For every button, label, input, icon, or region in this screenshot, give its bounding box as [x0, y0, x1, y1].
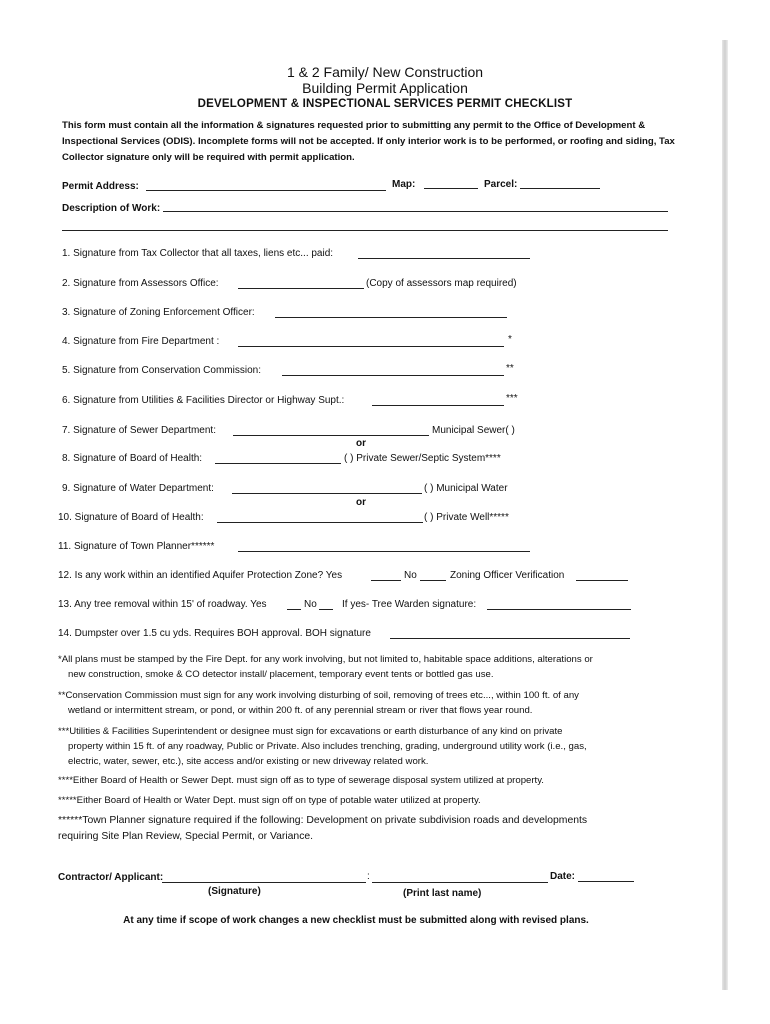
or-divider-2: or [356, 497, 366, 508]
item-12-verification-label: Zoning Officer Verification [450, 570, 565, 581]
item-9-option[interactable]: ( ) Municipal Water [424, 483, 508, 494]
item-5-label: 5. Signature from Conservation Commission: [62, 365, 261, 376]
print-name-caption: (Print last name) [403, 888, 482, 899]
date-field[interactable] [578, 881, 634, 882]
note-fire-line1: *All plans must be stamped by the Fire Dept. for any work involving, but not limited to, habitable space additions, alterations or [58, 654, 593, 665]
item-11-label: 11. Signature of Town Planner****** [58, 541, 215, 552]
note-utilities [58, 724, 688, 769]
date-label: Date: [550, 871, 576, 882]
item-4-label: 4. Signature from Fire Department : [62, 336, 220, 347]
item-1-label: 1. Signature from Tax Collector that all taxes, liens etc... paid: [62, 248, 334, 259]
note-conservation-line2: wetland or intermittent stream, or pond, or within 200 ft. of any perennial stream or river that flows year round. [68, 705, 533, 716]
parcel-field[interactable] [520, 188, 600, 189]
contractor-label: Contractor/ Applicant: [58, 872, 164, 883]
item-14-label: 14. Dumpster over 1.5 cu yds. Requires BOH approval. BOH signature [58, 628, 371, 639]
note-planner-line2: requiring Site Plan Review, Special Permit, or Variance. [58, 831, 314, 842]
item-4-signature-line[interactable] [238, 346, 504, 347]
item-12-no-label: No [404, 570, 417, 581]
item-13-warden-label: If yes- Tree Warden signature: [342, 599, 477, 610]
note-planner-line1: ******Town Planner signature required if the following: Development on private subdivision roads and developments [58, 815, 588, 826]
note-utilities-line2: property within 15 ft. of any roadway, Public or Private. Also includes trenching, grading, underground utility work (i.e., gas, [68, 741, 587, 752]
note-utilities-line1: ***Utilities & Facilities Superintendent or designee must sign for excavations or earth disturbance of any kind on private [58, 726, 563, 737]
item-7-signature-line[interactable] [233, 435, 429, 436]
item-12-no-field[interactable] [420, 580, 446, 581]
item-10-signature-line[interactable] [217, 522, 423, 523]
item-10-option[interactable]: ( ) Private Well***** [424, 512, 509, 523]
contractor-colon: : [367, 871, 370, 882]
map-field[interactable] [424, 188, 478, 189]
item-3-signature-line[interactable] [275, 317, 507, 318]
item-8-option[interactable]: ( ) Private Sewer/Septic System**** [344, 453, 501, 464]
note-conservation-line1: **Conservation Commission must sign for any work involving disturbing of soil, removing of trees etc..., within 100 ft. of any [58, 690, 579, 701]
permit-address-field[interactable] [146, 190, 386, 191]
item-2-label: 2. Signature from Assessors Office: [62, 278, 219, 289]
item-13-no-field[interactable] [319, 609, 333, 610]
item-12-yes-field[interactable] [371, 580, 401, 581]
note-sewerage: ****Either Board of Health or Sewer Dept. must sign off as to type of sewerage disposal system utilized at property. [58, 775, 544, 786]
item-2-note: (Copy of assessors map required) [366, 278, 517, 289]
item-5-marker: ** [506, 363, 514, 374]
footer-notice: At any time if scope of work changes a new checklist must be submitted along with revised plans. [123, 915, 589, 926]
note-fire-line2: new construction, smoke & CO detector install/ placement, temporary event tents or bottled gas use. [68, 669, 494, 680]
item-11-signature-line[interactable] [238, 551, 530, 552]
item-13-no-label: No [304, 599, 317, 610]
contractor-signature-line[interactable] [162, 882, 366, 883]
note-potable-water: *****Either Board of Health or Water Dept. must sign off on type of potable water utilized at property. [58, 795, 481, 806]
form-title-line1: 1 & 2 Family/ New Construction [286, 64, 484, 80]
item-6-label: 6. Signature from Utilities & Facilities Director or Highway Supt.: [62, 395, 345, 406]
permit-address-label: Permit Address: [62, 181, 139, 192]
contractor-print-name-line[interactable] [372, 882, 548, 883]
item-14-signature-line[interactable] [390, 638, 630, 639]
note-conservation [58, 688, 688, 718]
map-label: Map: [392, 179, 416, 190]
description-label: Description of Work: [62, 203, 161, 214]
signature-caption: (Signature) [208, 886, 261, 897]
item-12-verification-line[interactable] [576, 580, 628, 581]
description-field[interactable] [163, 211, 668, 212]
item-6-signature-line[interactable] [372, 405, 504, 406]
item-13-yes-field[interactable] [287, 609, 301, 610]
item-8-label: 8. Signature of Board of Health: [62, 453, 203, 464]
item-10-label: 10. Signature of Board of Health: [58, 512, 204, 523]
intro-paragraph: This form must contain all the information & signatures requested prior to submitting any permit to the Office of Development & Inspectional Services (ODIS). Incomplete forms will not be accepted. If only interior work is to be performed, or roofing and siding, Tax Collector signature only will be required with permit application. [62, 120, 675, 163]
item-8-signature-line[interactable] [215, 463, 341, 464]
checklist-title: DEVELOPMENT & INSPECTIONAL SERVICES PERMIT CHECKLIST [197, 98, 573, 110]
item-4-marker: * [508, 334, 512, 345]
parcel-label: Parcel: [484, 179, 518, 190]
item-9-signature-line[interactable] [232, 493, 422, 494]
scan-edge-shadow [722, 40, 728, 990]
description-field-line2[interactable] [62, 230, 668, 231]
note-utilities-line3: electric, water, sewer, etc.), site access and/or existing or new driveway related work. [68, 756, 429, 767]
item-2-signature-line[interactable] [238, 288, 364, 289]
item-13-label: 13. Any tree removal within 15' of roadway. Yes [58, 599, 267, 610]
item-7-option[interactable]: Municipal Sewer( ) [432, 425, 515, 436]
note-town-planner [58, 813, 688, 845]
item-5-signature-line[interactable] [282, 375, 504, 376]
item-9-label: 9. Signature of Water Department: [62, 483, 214, 494]
item-12-label: 12. Is any work within an identified Aquifer Protection Zone? Yes [58, 570, 343, 581]
item-7-label: 7. Signature of Sewer Department: [62, 425, 216, 436]
item-6-marker: *** [506, 393, 518, 404]
or-divider-1: or [356, 438, 366, 449]
form-title-line2: Building Permit Application [302, 80, 468, 96]
note-fire-dept [58, 652, 688, 682]
item-13-warden-line[interactable] [487, 609, 631, 610]
item-3-label: 3. Signature of Zoning Enforcement Officer: [62, 307, 255, 318]
item-1-signature-line[interactable] [358, 258, 530, 259]
